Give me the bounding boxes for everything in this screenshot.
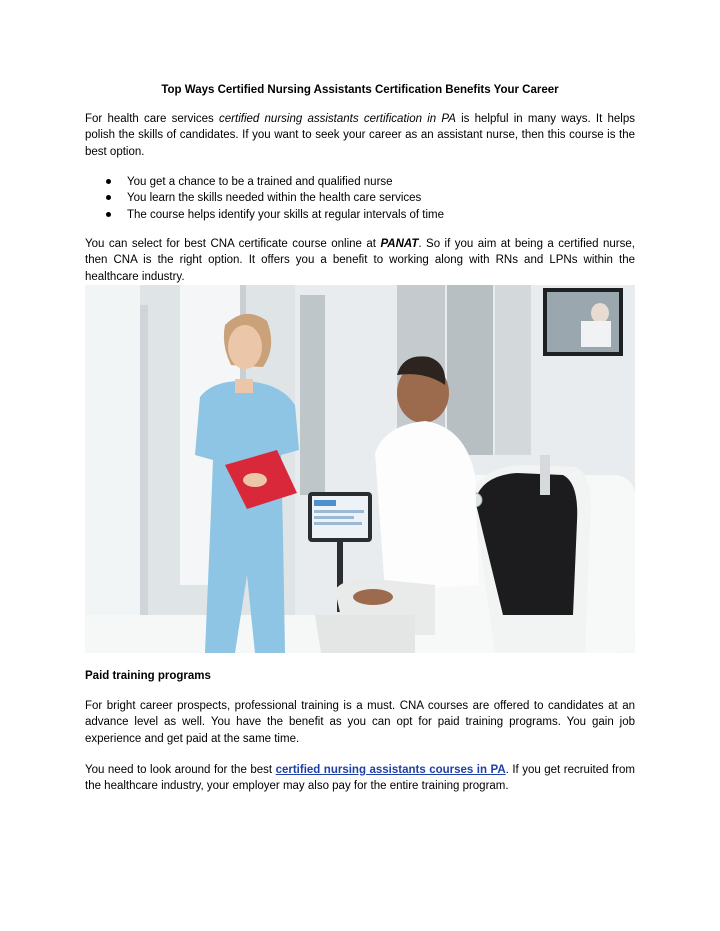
closing-text-start: You need to look around for the best — [85, 764, 276, 776]
intro-text-start: For health care services — [85, 113, 220, 125]
select-text-start: You can select for best CNA certificate course online at — [85, 238, 381, 250]
list-item — [85, 190, 635, 206]
intro-italic-phrase: certified nursing assistants certification in PA — [219, 113, 456, 125]
page-title: Top Ways Certified Nursing Assistants Certification Benefits Your Career — [161, 84, 559, 96]
list-item-text: The course helps identify your skills at regular intervals of time — [127, 208, 445, 221]
select-text-end: . So if you aim at being a certified nurse, then CNA is the right option. It offers you a benefit to working along with RNs and LPNs within the healthcare industry. — [85, 238, 635, 283]
brand-name: PANAT — [380, 238, 419, 250]
bullet-icon — [106, 179, 111, 184]
clinic-photo — [85, 285, 635, 653]
list-item-text: You learn the skills needed within the health care services — [127, 192, 422, 205]
list-item — [85, 207, 635, 223]
training-paragraph: For bright career prospects, professional training is a must. CNA courses are offered to candidates at an advance level as well. You have the benefit as you can opt for paid training programs. You gain job experience and get paid at the same time. — [85, 700, 635, 745]
bullet-icon — [106, 195, 111, 200]
list-item-text: You get a chance to be a trained and qualified nurse — [127, 176, 393, 188]
bullet-icon — [106, 212, 111, 217]
section-heading: Paid training programs — [85, 670, 211, 682]
closing-paragraph — [85, 762, 635, 795]
select-course-paragraph — [85, 236, 635, 285]
benefits-list — [85, 174, 635, 223]
courses-link[interactable]: certified nursing assistants courses in PA — [275, 764, 506, 776]
list-item — [85, 174, 635, 190]
wall-monitor — [543, 288, 623, 356]
intro-text-end: is helpful in many ways. It helps polish the skills of candidates. If you want to seek your career as an assistant nurse, then this course is the best option. — [85, 113, 635, 158]
intro-paragraph — [85, 111, 635, 160]
closing-text-end: . If you get recruited from the healthcare industry, your employer may also pay for the entire training program. — [85, 764, 635, 793]
